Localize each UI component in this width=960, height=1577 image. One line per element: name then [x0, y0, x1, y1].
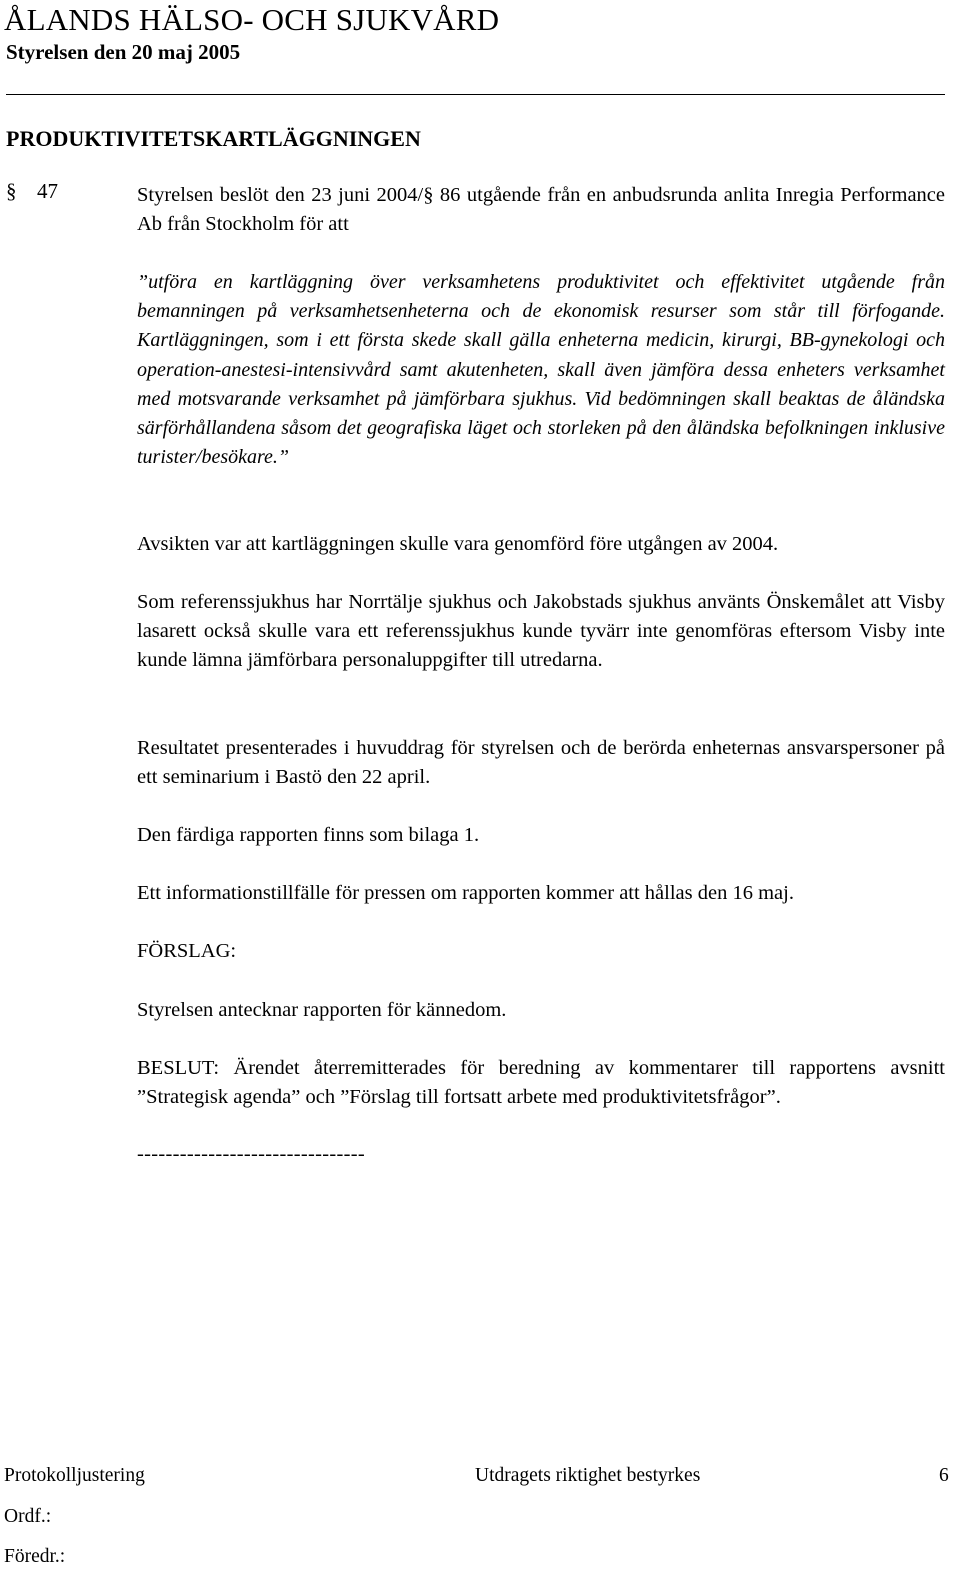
footer-presenter-label: Föredr.: [4, 1546, 66, 1567]
section-title: PRODUKTIVITETSKARTLÄGGNINGEN [6, 126, 421, 151]
separator-line: -------------------------------- [137, 1143, 366, 1165]
organization-title: ÅLANDS HÄLSO- OCH SJUKVÅRD [4, 2, 500, 37]
proposal-label: FÖRSLAG: [137, 940, 237, 962]
meeting-date: Styrelsen den 20 maj 2005 [6, 40, 241, 64]
footer-adjustment-label: Protokolljustering [4, 1465, 145, 1486]
paragraph-reference [6, 179, 58, 204]
assignment-quote: ”utföra en kartläggning över verksamhetens produktivitet och effektivitet utgående från bemanningen på verksamhetsenheterna och de ekonomisk resurser som står till förfogande. Kartläggningen, som i ett första skede skall gälla enheterna medicin, kirurgi, BB-gynekologi och operation-anestesi-intensivvård samt akutenheten, skall även jämföra dessa enheters verksamhet med motsvarande verksamhet på jämförbara sjukhus. Vid bedömningen skall beaktas de åländska särförhållandena såsom det geografiska läget och storleken på den åländska befolkningen inklusive turister/besökare.” [137, 271, 945, 469]
paragraph-number: 47 [37, 179, 58, 203]
press-paragraph: Ett informationstillfälle för pressen om rapporten kommer att hållas den 16 maj. [137, 882, 794, 904]
intro-paragraph: Styrelsen beslöt den 23 juni 2004/§ 86 utgående från en anbudsrunda anlita Inregia Performance Ab från Stockholm för att [137, 184, 945, 236]
intent-paragraph: Avsikten var att kartläggningen skulle vara genomförd före utgången av 2004. [137, 533, 779, 555]
header-divider [6, 94, 945, 95]
decision-paragraph: BESLUT: Ärendet återremitterades för beredning av kommentarer till rapportens avsnitt ”Strategisk agenda” och ”Förslag till fortsatt arbete med produktivitetsfrågor”. [137, 1057, 945, 1109]
footer-certification-label: Utdragets riktighet bestyrkes [475, 1465, 701, 1486]
page-number: 6 [939, 1465, 949, 1486]
proposal-text: Styrelsen antecknar rapporten för kännedom. [137, 999, 507, 1021]
report-paragraph: Den färdiga rapporten finns som bilaga 1. [137, 824, 480, 846]
references-paragraph: Som referenssjukhus har Norrtälje sjukhus och Jakobstads sjukhus använts Önskemålet att Visby lasarett också skulle vara ett referenssjukhus kunde tyvärr inte genomföras eftersom Visby inte kunde lämna jämförbara personaluppgifter till utredarna. [137, 591, 945, 672]
result-paragraph: Resultatet presenterades i huvuddrag för styrelsen och de berörda enheternas ansvarspersoner på ett seminarium i Bastö den 22 april. [137, 737, 945, 789]
paragraph-symbol: § [6, 179, 17, 203]
footer-chair-label: Ordf.: [4, 1506, 52, 1527]
